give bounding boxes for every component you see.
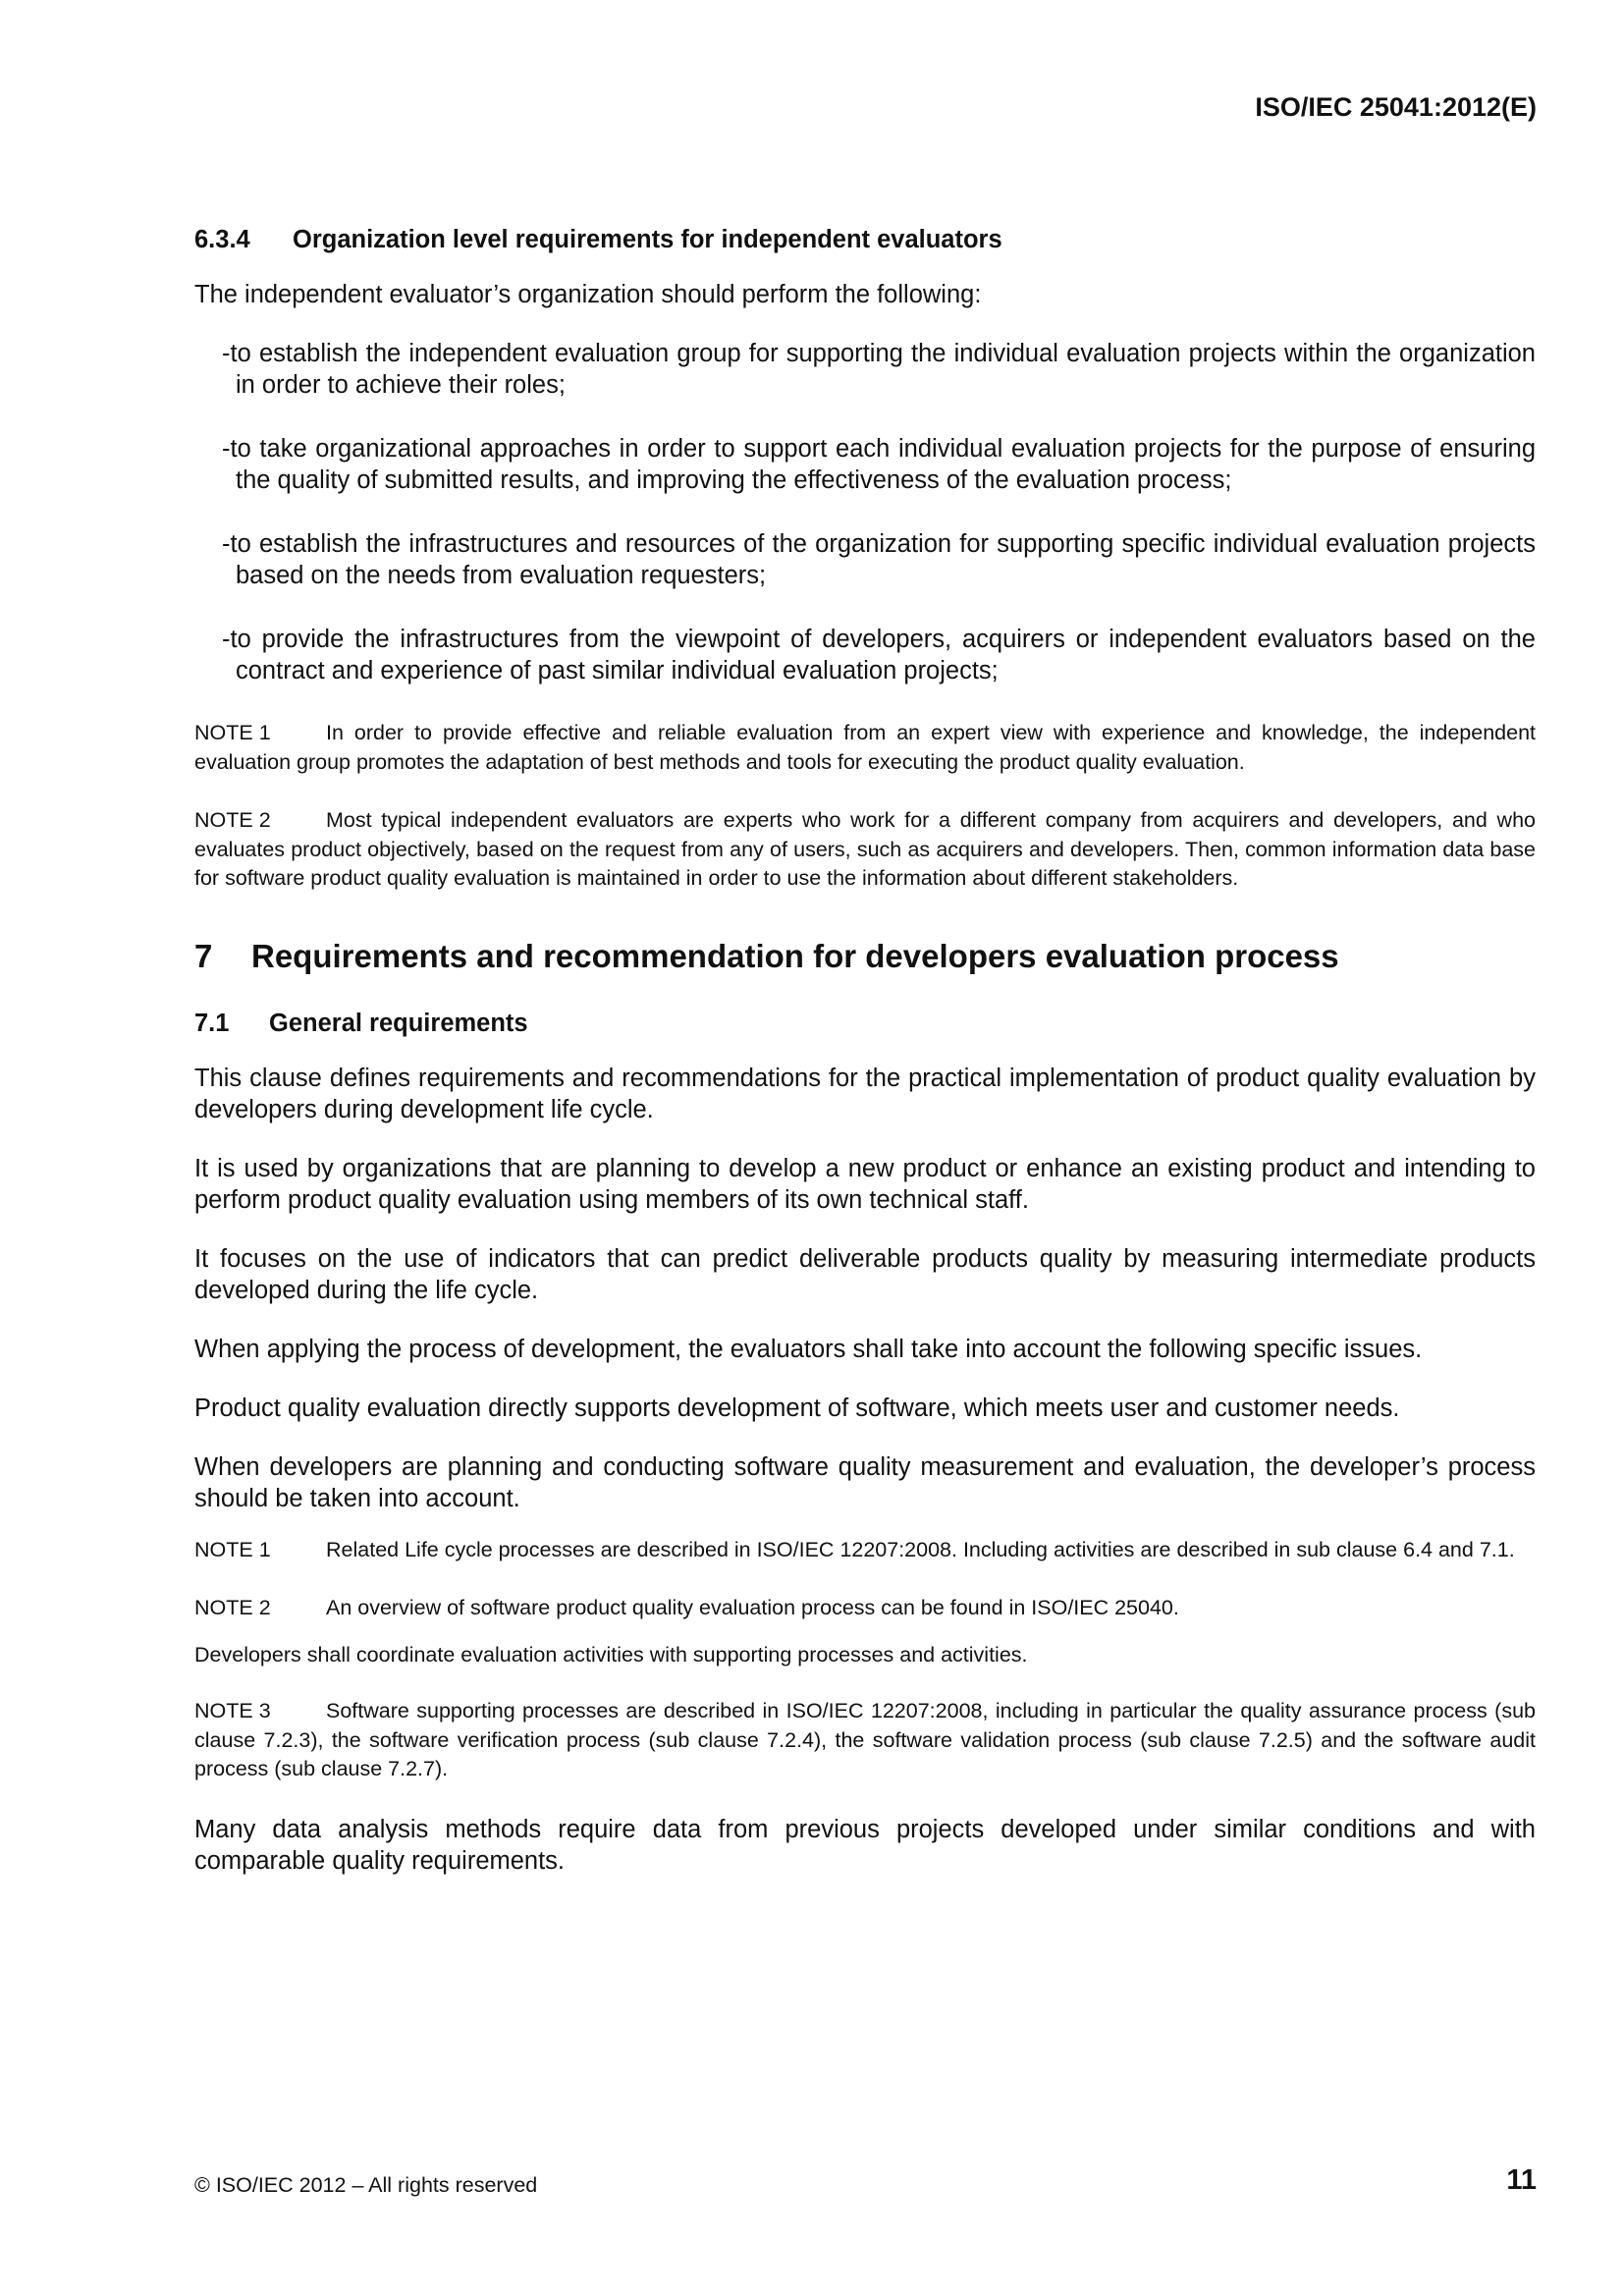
- section-number: 6.3.4: [194, 226, 250, 253]
- coordination-statement: Developers shall coordinate evaluation activities with supporting processes and activities.: [194, 1642, 1028, 1667]
- note-label: NOTE 1: [194, 1537, 271, 1561]
- note-paragraph: [194, 1536, 1536, 1565]
- body-paragraph: Many data analysis methods require data from previous projects developed under similar conditions and with comparable quality requirements.: [194, 1815, 1536, 1875]
- clause-title: Requirements and recommendation for developers evaluation process: [251, 937, 1339, 974]
- body-paragraph: When applying the process of development, the evaluators shall take into account the following specific issues.: [194, 1335, 1423, 1363]
- note-paragraph: [194, 806, 1536, 894]
- body-paragraph: It is used by organizations that are planning to develop a new product or enhance an existing product and intending to perform product quality evaluation using members of its own technical staff.: [194, 1154, 1536, 1214]
- section-6-3-4-heading: [194, 222, 1536, 257]
- note-text: Software supporting processes are described in ISO/IEC 12207:2008, including in particular the quality assurance process (sub clause 7.2.3), the software verification process (sub clause 7.2.4), the software validation process (sub clause 7.2.5) and the software audit process (sub clause 7.2.7).: [194, 1699, 1536, 1780]
- section-7-1-heading: [194, 1006, 1536, 1041]
- section-title: Organization level requirements for independent evaluators: [293, 226, 1002, 253]
- list-item: -to take organizational approaches in order to support each individual evaluation projects for the purpose of ensuring the quality of submitted results, and improving the effectiveness of the evaluation process;: [222, 435, 1536, 494]
- footer-copyright: © ISO/IEC 2012 – All rights reserved: [194, 2173, 538, 2197]
- list-item: -to establish the infrastructures and resources of the organization for supporting specific individual evaluation projects based on the needs from evaluation requesters;: [222, 530, 1536, 589]
- section-number: 7.1: [194, 1009, 230, 1037]
- page-number: 11: [1506, 2164, 1537, 2196]
- body-paragraph: When developers are planning and conducting software quality measurement and evaluation, the developer’s process should be taken into account.: [194, 1452, 1536, 1512]
- note-paragraph: [194, 719, 1536, 777]
- note-label: NOTE 2: [194, 808, 271, 832]
- note-label: NOTE 1: [194, 721, 271, 744]
- clause-number: 7: [194, 937, 213, 974]
- list-item: -to provide the infrastructures from the viewpoint of developers, acquirers or independent evaluators based on the contract and experience of past similar individual evaluation projects;: [222, 626, 1536, 684]
- section-6-3-4-intro: The independent evaluator’s organization should perform the following:: [194, 281, 982, 308]
- note-label: NOTE 2: [194, 1596, 271, 1619]
- clause-7-heading: [194, 935, 1536, 978]
- body-paragraph: This clause defines requirements and recommendations for the practical implementation of product quality evaluation by developers during development life cycle.: [194, 1064, 1536, 1123]
- document-header-standard-id: ISO/IEC 25041:2012(E): [1255, 92, 1537, 122]
- section-title: General requirements: [269, 1009, 528, 1037]
- note-text: Most typical independent evaluators are experts who work for a different company from acquirers and developers, and who evaluates product objectively, based on the request from any of users, such as acquirers and developers. Then, common information data base for software product quality evaluation is maintained in order to use the information about different stakeholders.: [194, 808, 1536, 890]
- body-paragraph: Product quality evaluation directly supports development of software, which meets user and customer needs.: [194, 1394, 1400, 1422]
- note-text: An overview of software product quality evaluation process can be found in ISO/IEC 25040.: [326, 1596, 1179, 1619]
- list-item: -to establish the independent evaluation group for supporting the individual evaluation projects within the organization in order to achieve their roles;: [222, 340, 1536, 399]
- page-body: [194, 222, 1536, 1904]
- note-paragraph: [194, 1594, 1536, 1623]
- note-label: NOTE 3: [194, 1699, 271, 1722]
- body-paragraph: It focuses on the use of indicators that can predict deliverable products quality by measuring intermediate products developed during the life cycle.: [194, 1244, 1536, 1304]
- note-paragraph: [194, 1697, 1536, 1784]
- note-text: Related Life cycle processes are described in ISO/IEC 12207:2008. Including activities are described in sub clause 6.4 and 7.1.: [326, 1537, 1515, 1561]
- note-text: In order to provide effective and reliable evaluation from an expert view with experience and knowledge, the independent evaluation group promotes the adaptation of best methods and tools for executing the product quality evaluation.: [194, 721, 1536, 774]
